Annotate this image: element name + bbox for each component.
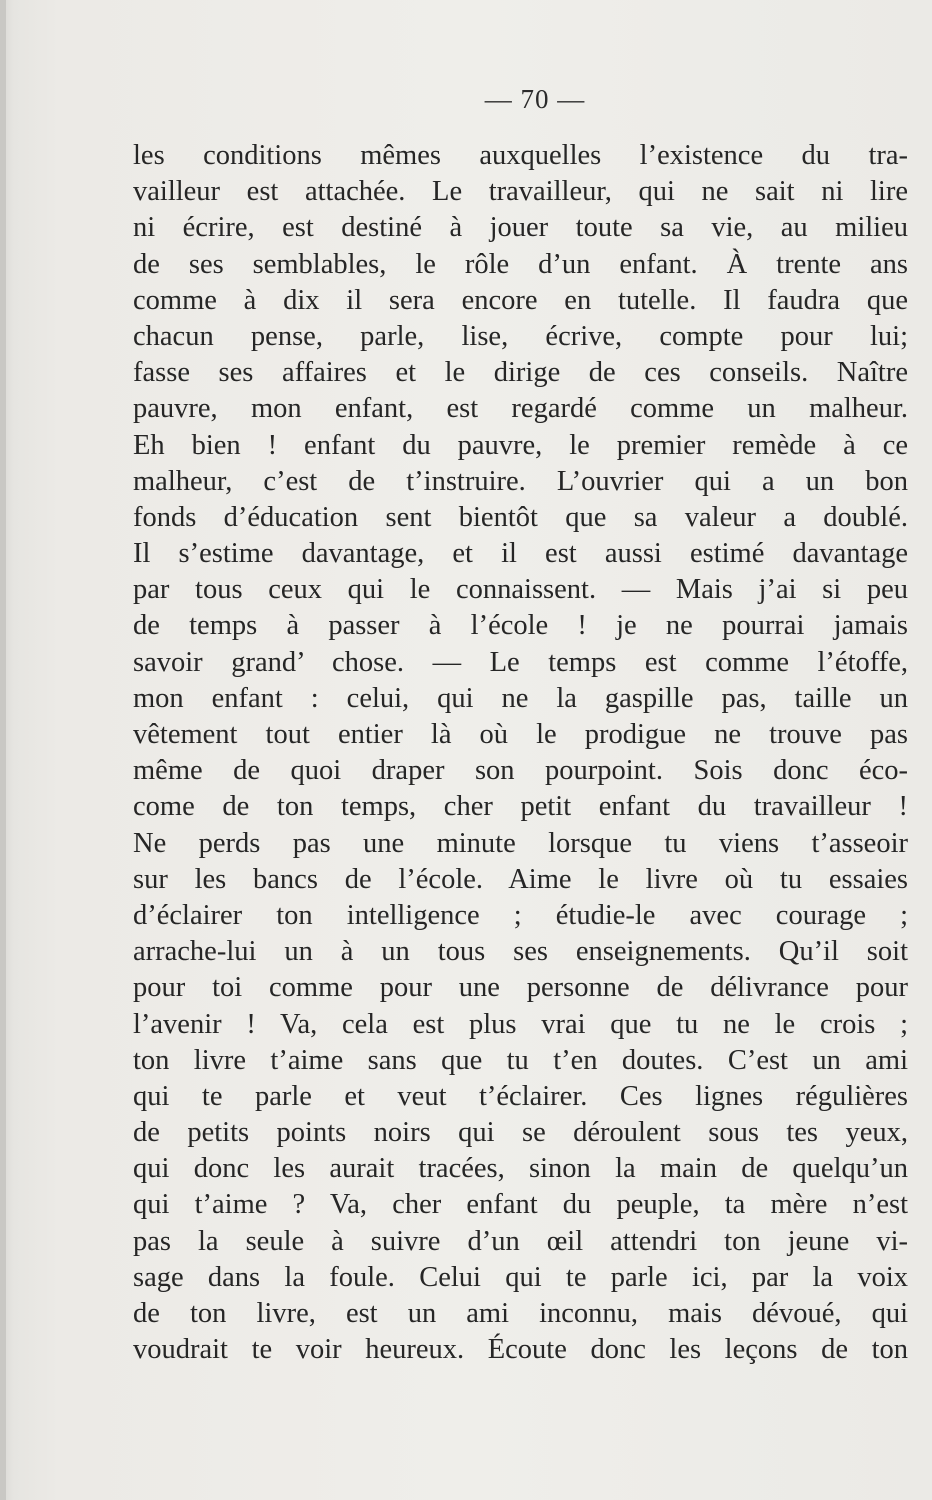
text-line: ni écrire, est destiné à jouer toute sa vie, au milieu [133, 212, 908, 244]
text-line: de ton livre, est un ami inconnu, mais dévoué, qui [133, 1298, 908, 1329]
text-line: qui t’aime ? Va, cher enfant du peuple, ta mère n’est [133, 1189, 908, 1221]
text-line: ton livre t’aime sans que tu t’en doutes. C’est un ami [133, 1044, 908, 1076]
text-line: pour toi comme pour une personne de délivrance pour [133, 972, 908, 1004]
text-line: Il s’estime davantage, et il est aussi estimé davantage [133, 538, 908, 570]
text-line: mon enfant : celui, qui ne la gaspille pas, taille un [133, 682, 908, 714]
text-line: malheur, c’est de t’instruire. L’ouvrier qui a un bon [133, 465, 908, 497]
text-line: même de quoi draper son pourpoint. Sois donc éco- [133, 755, 908, 787]
text-line: pas la seule à suivre d’un œil attendri ton jeune vi- [133, 1225, 908, 1257]
text-line: Eh bien ! enfant du pauvre, le premier remède à ce [133, 429, 908, 461]
text-line: fasse ses affaires et le dirige de ces conseils. Naître [133, 357, 908, 389]
text-line: d’éclairer ton intelligence ; étudie-le avec courage ; [133, 899, 908, 931]
text-line: qui donc les aurait tracées, sinon la main de quelqu’un [133, 1153, 908, 1185]
text-line: fonds d’éducation sent bientôt que sa valeur a doublé. [133, 501, 908, 533]
text-line: qui te parle et veut t’éclairer. Ces lignes régulières [133, 1080, 908, 1112]
text-line: de petits points noirs qui se déroulent sous tes yeux, [133, 1117, 908, 1149]
text-line: vailleur est attachée. Le travailleur, qui ne sait ni lire [133, 176, 908, 208]
body-text [133, 138, 908, 1368]
text-line: sur les bancs de l’école. Aime le livre où tu essaies [133, 863, 908, 895]
text-line: savoir grand’ chose. — Le temps est comme l’étoffe, [133, 646, 908, 678]
text-line: Ne perds pas une minute lorsque tu viens t’asseoir [133, 827, 908, 859]
text-line: de ses semblables, le rôle d’un enfant. À trente ans [133, 248, 908, 280]
text-line: sage dans la foule. Celui qui te parle ici, par la voix [133, 1261, 908, 1293]
text-line: par tous ceux qui le connaissent. — Mais j’ai si peu [133, 574, 908, 606]
text-line: l’avenir ! Va, cela est plus vrai que tu ne le crois ; [133, 1008, 908, 1040]
text-line: vêtement tout entier là où le prodigue ne trouve pas [133, 719, 908, 750]
text-line: voudrait te voir heureux. Écoute donc les leçons de ton [133, 1334, 908, 1366]
text-line: comme à dix il sera encore en tutelle. Il faudra que [133, 284, 908, 316]
text-line: chacun pense, parle, lise, écrive, compte pour lui; [133, 320, 908, 352]
text-line: les conditions mêmes auxquelles l’existence du tra- [133, 140, 908, 171]
page-binding-edge [0, 0, 6, 1500]
text-line: arrache-lui un à un tous ses enseignements. Qu’il soit [133, 936, 908, 968]
text-line: pauvre, mon enfant, est regardé comme un malheur. [133, 393, 908, 425]
text-line: come de ton temps, cher petit enfant du travailleur ! [133, 791, 908, 823]
page-number: — 70 — [484, 84, 586, 114]
text-line: de temps à passer à l’école ! je ne pourrai jamais [133, 610, 908, 642]
